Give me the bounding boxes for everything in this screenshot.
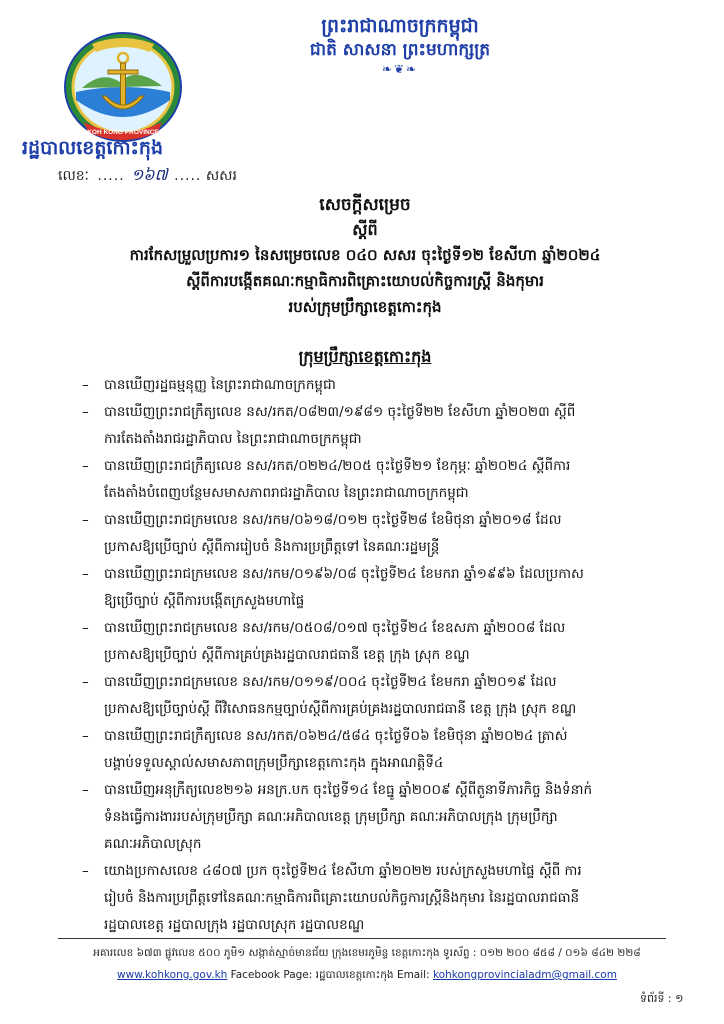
provincial-administration-name: រដ្ឋបាលខេត្តកោះកុង: [22, 137, 164, 159]
footer-contact-line: [72, 969, 662, 984]
facebook-page-name: រដ្ឋបាលខេត្តកោះកុង: [315, 969, 394, 981]
provincial-emblem-logo: [62, 30, 184, 145]
clause-text-continued: តែងតាំងបំពេញបន្ថែមសមាសភាពរាជរដ្ឋាភិបាល នៃព្រះរាជាណាចក្រកម្ពុជា: [104, 485, 469, 501]
reference-label: លេខៈ: [58, 168, 89, 184]
clause-text-continued: គណៈអភិបាលស្រុក: [104, 836, 202, 852]
bullet-dash-icon: –: [82, 566, 89, 582]
clause-text: បានឃើញរដ្ឋធម្មនុញ្ញ នៃព្រះរាជាណាចក្រកម្ពុជា: [104, 377, 336, 393]
council-heading-text: ក្រុមប្រឹក្សាខេត្តកោះកុង: [298, 347, 432, 366]
preamble-clause-list: [82, 372, 674, 939]
facebook-label: Facebook Page:: [230, 969, 313, 981]
bullet-dash-icon: –: [82, 863, 89, 879]
clause-text-continued: បង្គាប់ទទួលស្គាល់សមាសភាពក្រុមប្រឹក្សាខេត្តកោះកុង ក្នុងអាណត្តិទី៤: [104, 755, 444, 771]
bullet-dash-icon: –: [82, 377, 89, 393]
clause-text: បានឃើញព្រះរាជក្រមលេខ នស/រកម/០៦១៨/០១២ ចុះថ្ងៃទី២៨ ខែមិថុនា ឆ្នាំ២០១៨ ដែល: [104, 512, 562, 528]
footer-divider: [58, 938, 666, 939]
subject-line-1: ការកែសម្រួលប្រការ១ នៃសម្រេចលេខ ០៤០ សសរ ចុះថ្ងៃទី១២ ខែសីហា ឆ្នាំ២០២៤: [129, 246, 601, 264]
list-item: [82, 372, 674, 399]
decision-title-block: [60, 192, 670, 320]
clause-text: បានឃើញព្រះរាជក្រមលេខ នស/រកម/០៥០៨/០១៧ ចុះថ្ងៃទី២៤ ខែឧសភា ឆ្នាំ២០០៨ ដែល: [104, 620, 566, 636]
list-item: [82, 723, 674, 777]
bullet-dash-icon: –: [82, 674, 89, 690]
list-item: [82, 615, 674, 669]
bullet-dash-icon: –: [82, 404, 89, 420]
email-label: Email:: [396, 969, 430, 981]
list-item: [82, 507, 674, 561]
list-item: [82, 399, 674, 453]
handwritten-reference-number: ១៦៧: [131, 165, 168, 184]
email-link[interactable]: kohkongprovincialadm@gmail.com: [432, 969, 617, 981]
list-item: [82, 453, 674, 507]
list-item: [82, 669, 674, 723]
dotted-leader: .....: [174, 168, 202, 184]
clause-text-continued: ប្រកាសឱ្យប្រើច្បាប់ ស្តីពីការរៀបចំ និងការប្រព្រឹត្តទៅ នៃគណៈរដ្ឋមន្ត្រី: [104, 539, 440, 555]
clause-text: បានឃើញព្រះរាជក្រឹត្យលេខ នស/រកត/០២២៤/២០៥ ចុះថ្ងៃទី២១ ខែកុម្ភៈ ឆ្នាំ២០២៤ ស្តីពីការ: [104, 458, 571, 474]
clause-text-continued: រដ្ឋបាលខេត្ត រដ្ឋបាលក្រុង រដ្ឋបាលស្រុក រដ្ឋបាលខណ្ឌ: [104, 917, 365, 933]
clause-text-continued: ឱ្យប្រើច្បាប់ ស្តីពីការបង្កើតក្រសួងមហាផ្ទៃ: [104, 593, 305, 609]
clause-text-continued: ប្រកាសឱ្យប្រើច្បាប់ ស្តីពីការគ្រប់គ្រងរដ្ឋបាលរាជធានី ខេត្ត ក្រុង ស្រុក ខណ្ឌ: [104, 647, 470, 663]
list-item: [82, 561, 674, 615]
page-number: ទំព័រទី : ១: [640, 992, 684, 1005]
national-motto: ជាតិ សាសនា ព្រះមហាក្សត្រ: [309, 40, 491, 60]
clause-text: បានឃើញអនុក្រឹត្យលេខ២១៦ អនក្រ.បក ចុះថ្ងៃទី១៤ ខែធ្នូ ឆ្នាំ២០០៩ ស្តីពីតួនាទីភារកិច្ច និងទំនាក់: [104, 782, 593, 798]
dotted-leader: .....: [97, 168, 125, 184]
clause-text-continued: ការតែងតាំងរាជរដ្ឋាភិបាល នៃព្រះរាជាណាចក្រកម្ពុជា: [104, 431, 362, 447]
footer-address: អគារលេខ ៦៧៣ ផ្លូវលេខ ៥០០ ភូមិ១ សង្កាត់ស្មាច់មានជ័យ ក្រុងខេមរភូមិន្ទ ខេត្តកោះកុង ទូរស័ព្ទ : ០១២ ២០០ ៨៥៨ / ០១៦ ៨៤២ ២២៨: [93, 947, 641, 959]
clause-text: បានឃើញព្រះរាជក្រមលេខ នស/រកម/០១៩៦/០៨ ចុះថ្ងៃទី២៤ ខែមករា ឆ្នាំ១៩៩៦ ដែលប្រកាស: [104, 566, 584, 582]
reference-number-line: [58, 164, 237, 188]
kingdom-name: ព្រះរាជាណាចក្រកម្ពុជា: [321, 15, 479, 37]
list-item: [82, 858, 674, 939]
about-heading: ស្តីពី: [352, 220, 378, 239]
bullet-dash-icon: –: [82, 620, 89, 636]
document-type-heading: សេចក្តីសម្រេច: [319, 195, 411, 215]
list-item: [82, 777, 674, 858]
clause-text-continued: ទំនងធ្វើការងាររបស់ក្រុមប្រឹក្សា គណៈអភិបាលខេត្ត ក្រុមប្រឹក្សា គណៈអភិបាលក្រុង ក្រុមប្រឹក្សា: [104, 809, 558, 825]
bullet-dash-icon: –: [82, 728, 89, 744]
clause-text: បានឃើញព្រះរាជក្រឹត្យលេខ នស/រកត/០៦២៤/៥៨៤ ចុះថ្ងៃទី០៦ ខែមិថុនា ឆ្នាំ២០២៤ ត្រាស់: [104, 728, 568, 744]
bullet-dash-icon: –: [82, 782, 89, 798]
clause-text: បានឃើញព្រះរាជក្រឹត្យលេខ នស/រកត/០៨២៣/១៩៨១ ចុះថ្ងៃទី២២ ខែសីហា ឆ្នាំ២០២៣ ស្តីពី: [104, 404, 576, 420]
council-heading: [60, 346, 670, 370]
subject-line-2: ស្តីពីការបង្កើតគណៈកម្មាធិការពិគ្រោះយោបល់កិច្ចការស្ត្រី និងកុមារ: [186, 272, 544, 290]
svg-text:KOH KONG PROVINCE: KOH KONG PROVINCE: [87, 129, 159, 136]
subject-line-3: របស់ក្រុមប្រឹក្សាខេត្តកោះកុង: [288, 298, 442, 316]
clause-text-continued: រៀបចំ និងការប្រព្រឹត្តទៅនៃគណៈកម្មាធិការពិគ្រោះយោបល់កិច្ចការស្ត្រីនិងកុមារ នៃរដ្ឋបាលរាជធានី: [104, 890, 580, 906]
clause-text: បានឃើញព្រះរាជក្រមលេខ នស/រកម/០១១៩/០០៤ ចុះថ្ងៃទី២៤ ខែមករា ឆ្នាំ២០១៩ ដែល: [104, 674, 557, 690]
clause-text-continued: ប្រកាសឱ្យប្រើច្បាប់ស្តី ពីវិសោធនកម្មច្បាប់ស្តីពីការគ្រប់គ្រងរដ្ឋបាលរាជធានី ខេត្ត ក្រុង ស្រុក ខណ្ឌ: [104, 701, 577, 717]
bullet-dash-icon: –: [82, 512, 89, 528]
website-link[interactable]: www.kohkong.gov.kh: [117, 969, 228, 981]
clause-text: យោងប្រកាសលេខ ៤៨០៧ ប្រក ចុះថ្ងៃទី២៤ ខែសីហា ឆ្នាំ២០២២ របស់ក្រសួងមហាផ្ទៃ ស្តីពី ការ: [104, 863, 582, 879]
ornament-divider: ❧❦❧: [381, 62, 419, 76]
reference-suffix: សសរ: [205, 168, 237, 184]
bullet-dash-icon: –: [82, 458, 89, 474]
kingdom-header: [250, 14, 550, 76]
